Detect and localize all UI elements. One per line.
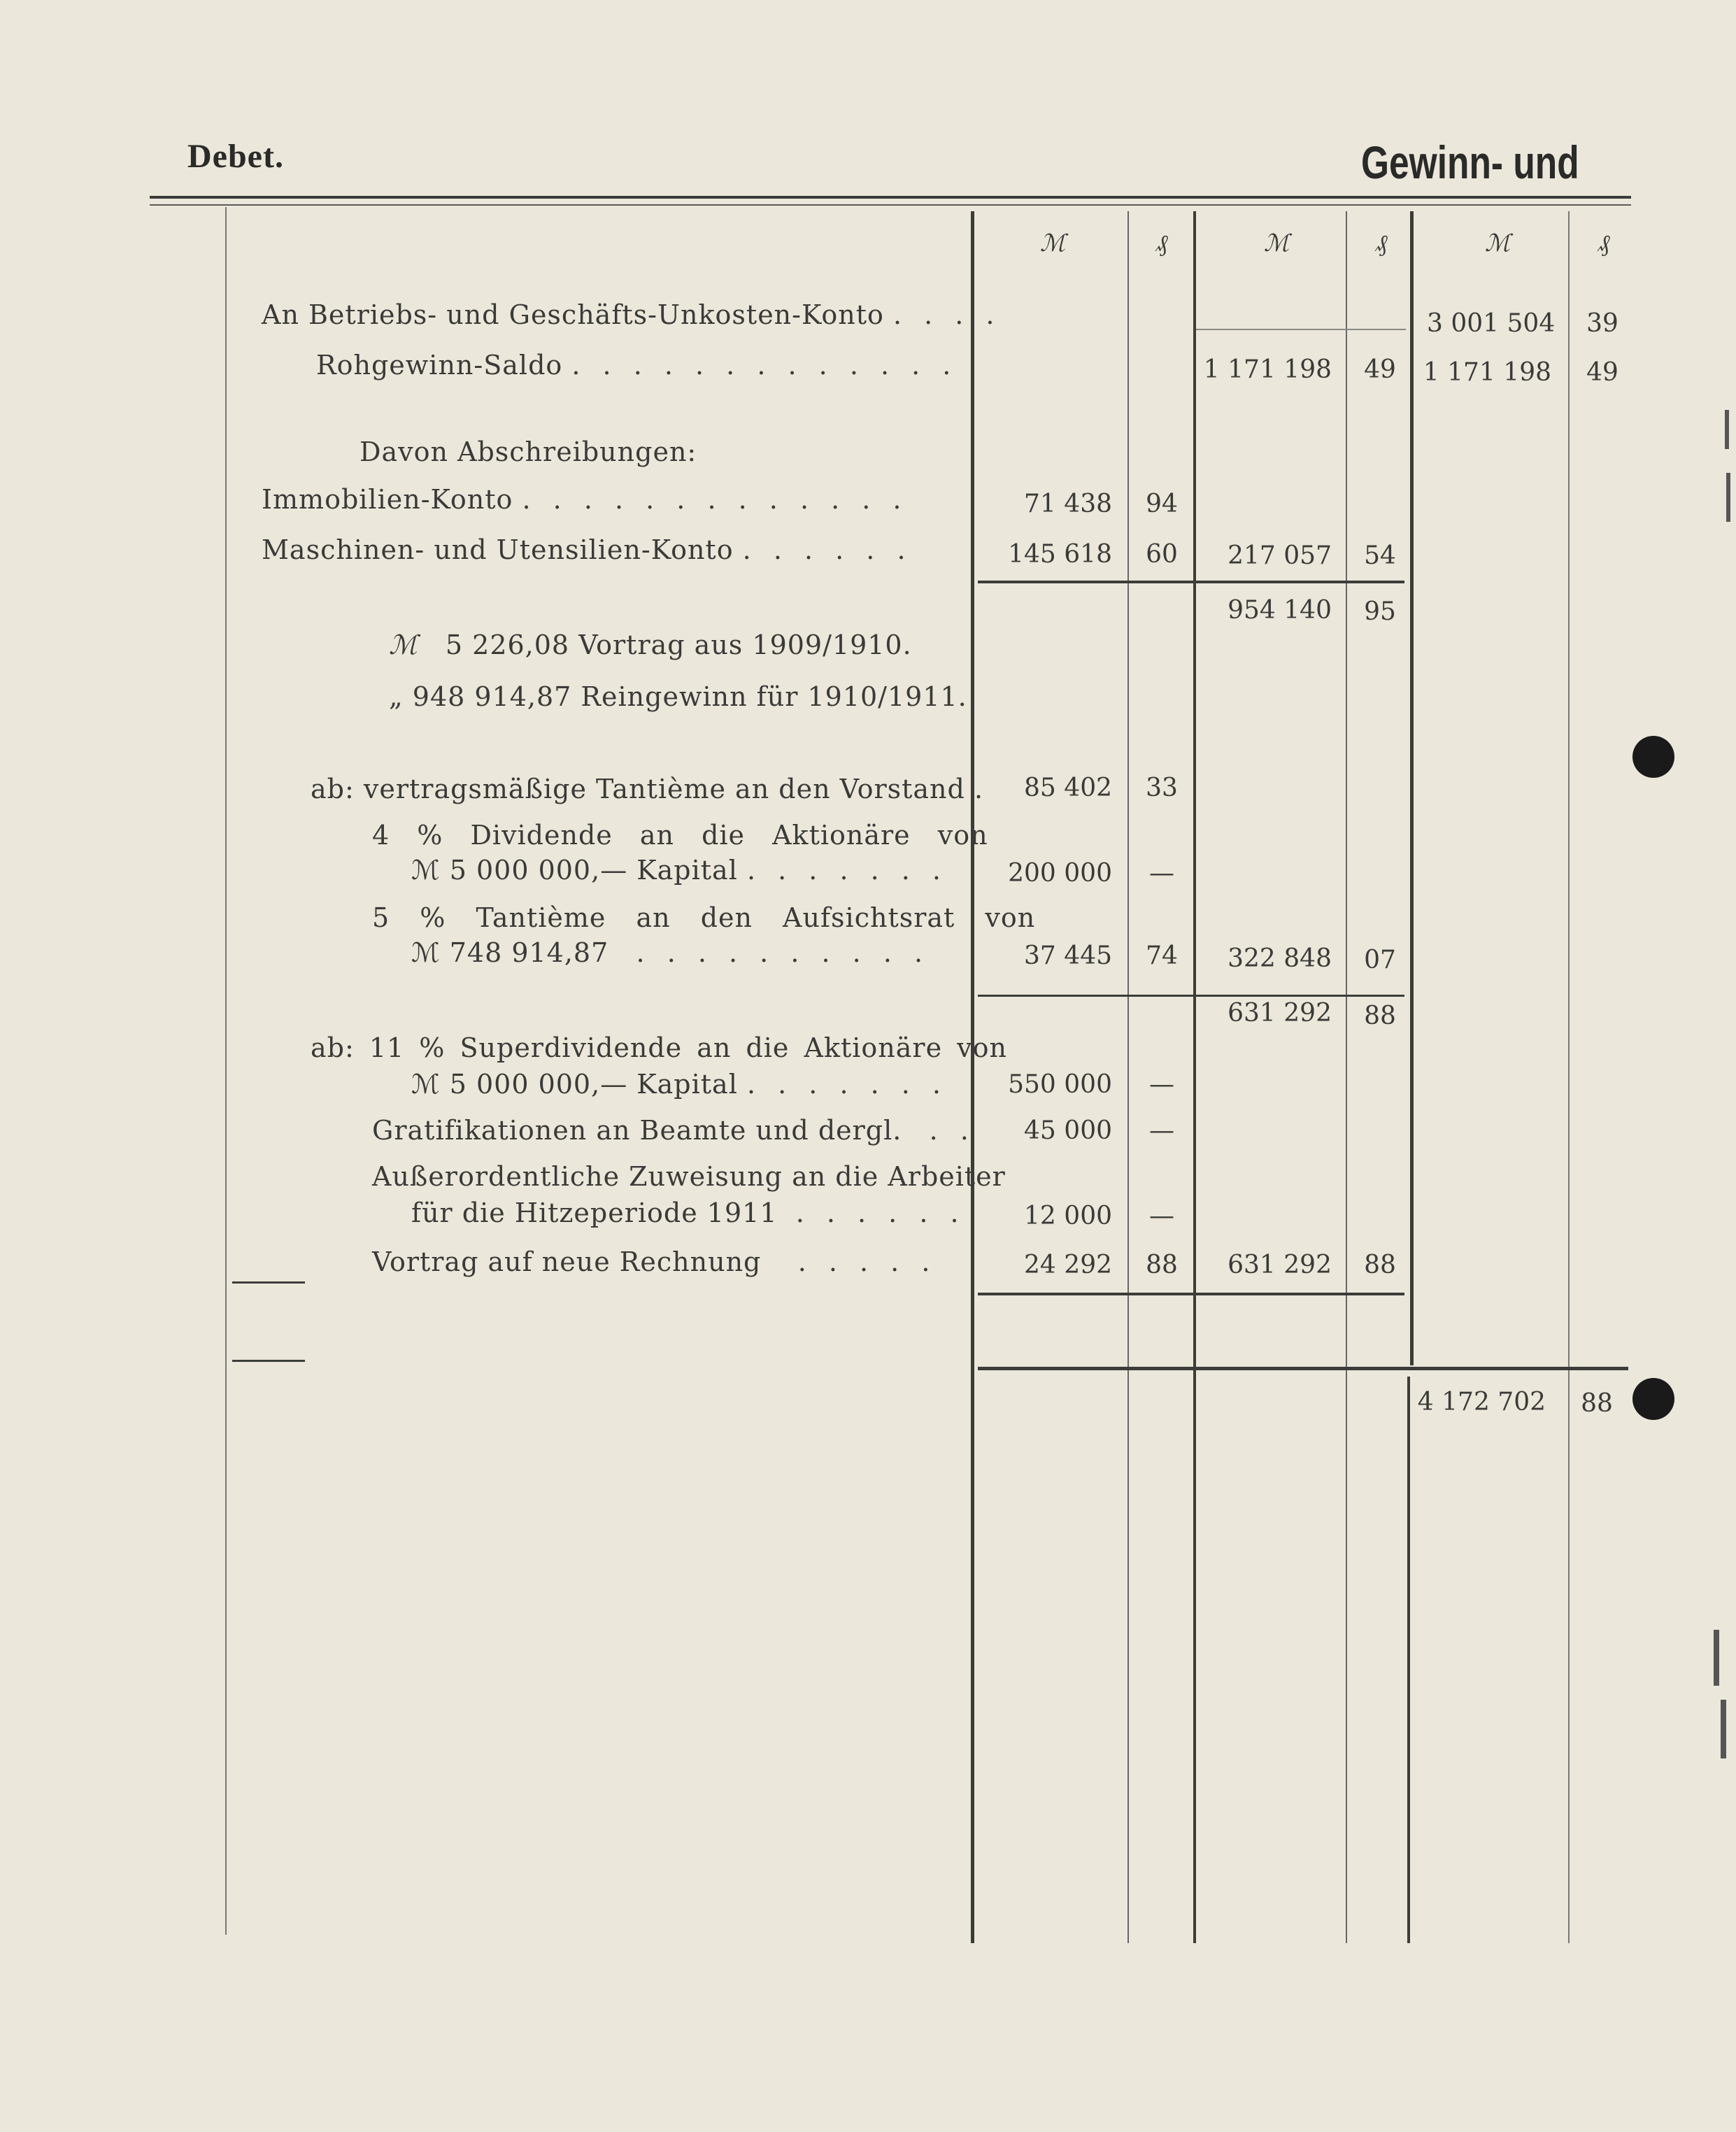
col1-left-line: [971, 211, 974, 1943]
col1-currency-pf: ₰: [1155, 229, 1168, 257]
row-label: ab: vertragsmäßige Tantième an den Vorstand .: [311, 774, 990, 804]
col1-mark-value: 37 445: [1024, 941, 1112, 970]
col2-pf-value: 54: [1364, 541, 1396, 570]
col2-pf-value: 49: [1364, 355, 1396, 384]
col2-pf-value: 95: [1364, 597, 1396, 626]
col1-pf-value: —: [1149, 1116, 1174, 1145]
col1-currency-mark: ℳ: [1039, 229, 1066, 257]
page-heading-title: Gewinn- und: [1361, 136, 1579, 188]
col2-mark-value: 631 292: [1228, 1251, 1332, 1279]
col2-currency-pf: ₰: [1375, 229, 1388, 257]
col2-pf-value: 88: [1364, 1251, 1396, 1279]
col1-mark-value: 45 000: [1024, 1116, 1112, 1145]
header-rule-thin: [150, 204, 1631, 206]
col2-mark-value: 217 057: [1228, 541, 1332, 570]
binding-mark: [1725, 410, 1729, 449]
col1-mark-value: 12 000: [1024, 1202, 1112, 1230]
row-label: Gratifikationen an Beamte und dergl. . .: [372, 1115, 976, 1146]
col3-pf-line: [1568, 211, 1570, 1943]
grand-total-pf: 88: [1581, 1389, 1613, 1418]
row-label: 5 % Tantième an den Aufsichtsrat von: [372, 902, 1036, 933]
grand-total-mark: 4 172 702: [1417, 1388, 1546, 1416]
row-label: ℳ 5 000 000,— Kapital . . . . . . .: [411, 1069, 948, 1100]
row-label: 4 % Dividende an die Aktionäre von: [372, 820, 988, 851]
col1-pf-line: [1127, 211, 1129, 1943]
sum-line-1: [978, 581, 1404, 583]
col1-pf-value: —: [1149, 1070, 1174, 1099]
binding-mark: [1721, 1700, 1726, 1758]
col1-pf-value: 74: [1146, 941, 1178, 970]
col2-mark-value: 954 140: [1228, 596, 1332, 625]
sum-line-2: [978, 995, 1404, 997]
col3-left-line-lower: [1407, 1377, 1410, 1943]
punch-hole: [1632, 736, 1674, 778]
col2-currency-mark: ℳ: [1263, 229, 1290, 257]
col2-mark-value: 322 848: [1228, 944, 1332, 973]
row-label: ab: 11 % Superdividende an die Aktionäre von: [311, 1032, 1007, 1063]
col2-pf-value: 88: [1364, 1002, 1396, 1030]
col3-currency-pf: ₰: [1598, 229, 1610, 257]
col3-pf-value: 49: [1586, 358, 1618, 387]
margin-tick: [232, 1281, 305, 1284]
row-label: An Betriebs- und Geschäfts-Unkosten-Konto . . . .: [262, 299, 1002, 330]
left-margin-line: [225, 207, 227, 1935]
col1-mark-value: 200 000: [1008, 859, 1112, 888]
col1-pf-value: —: [1149, 1202, 1174, 1230]
col1-mark-value: 550 000: [1008, 1070, 1112, 1099]
margin-tick: [232, 1360, 305, 1362]
punch-hole: [1632, 1378, 1674, 1420]
col1-mark-value: 85 402: [1024, 774, 1112, 802]
col2-pf-value: 07: [1364, 946, 1396, 974]
col2-top-line: [1196, 329, 1406, 330]
row-label: ℳ 5 000 000,— Kapital . . . . . . .: [411, 855, 948, 886]
col3-currency-mark: ℳ: [1484, 229, 1511, 257]
col3-left-line: [1410, 211, 1414, 1365]
col1-pf-value: 60: [1146, 540, 1178, 569]
row-label: Immobilien-Konto . . . . . . . . . . . . .: [262, 484, 909, 515]
col1-mark-value: 145 618: [1008, 540, 1112, 569]
row-label: Maschinen- und Utensilien-Konto . . . . . .: [262, 534, 913, 565]
col1-mark-value: 24 292: [1024, 1251, 1112, 1279]
row-label: Vortrag auf neue Rechnung . . . . .: [372, 1246, 937, 1277]
col3-pf-value: 39: [1586, 309, 1618, 338]
col2-mark-value: 631 292: [1228, 999, 1332, 1028]
row-label: für die Hitzeperiode 1911 . . . . . .: [411, 1198, 966, 1228]
header-rule: [150, 196, 1631, 199]
col1-pf-value: 88: [1146, 1251, 1178, 1279]
col2-pf-line: [1346, 211, 1347, 1943]
col3-mark-value: 1 171 198: [1423, 358, 1551, 387]
col2-mark-value: 1 171 198: [1203, 355, 1332, 384]
col3-mark-value: 3 001 504: [1427, 309, 1556, 338]
row-label: Außerordentliche Zuweisung an die Arbeiter: [372, 1161, 1006, 1192]
binding-mark: [1726, 473, 1730, 522]
col1-pf-value: —: [1149, 859, 1174, 888]
col1-pf-value: 94: [1146, 490, 1178, 518]
page-heading-debet: Debet.: [187, 138, 284, 175]
sum-line-4: [978, 1367, 1628, 1370]
row-label: ℳ 5 226,08 Vortrag aus 1909/1910.: [389, 630, 912, 660]
binding-mark: [1714, 1630, 1719, 1686]
col2-left-line: [1193, 211, 1196, 1943]
row-label: Rohgewinn-Saldo . . . . . . . . . . . . .: [316, 350, 958, 381]
col1-mark-value: 71 438: [1024, 490, 1112, 518]
sum-line-3: [978, 1293, 1404, 1295]
row-label: „ 948 914,87 Reingewinn für 1910/1911.: [389, 681, 967, 712]
row-label: ℳ 748 914,87 . . . . . . . . . .: [411, 937, 930, 968]
col1-pf-value: 33: [1146, 774, 1178, 802]
row-label: Davon Abschreibungen:: [360, 436, 697, 467]
